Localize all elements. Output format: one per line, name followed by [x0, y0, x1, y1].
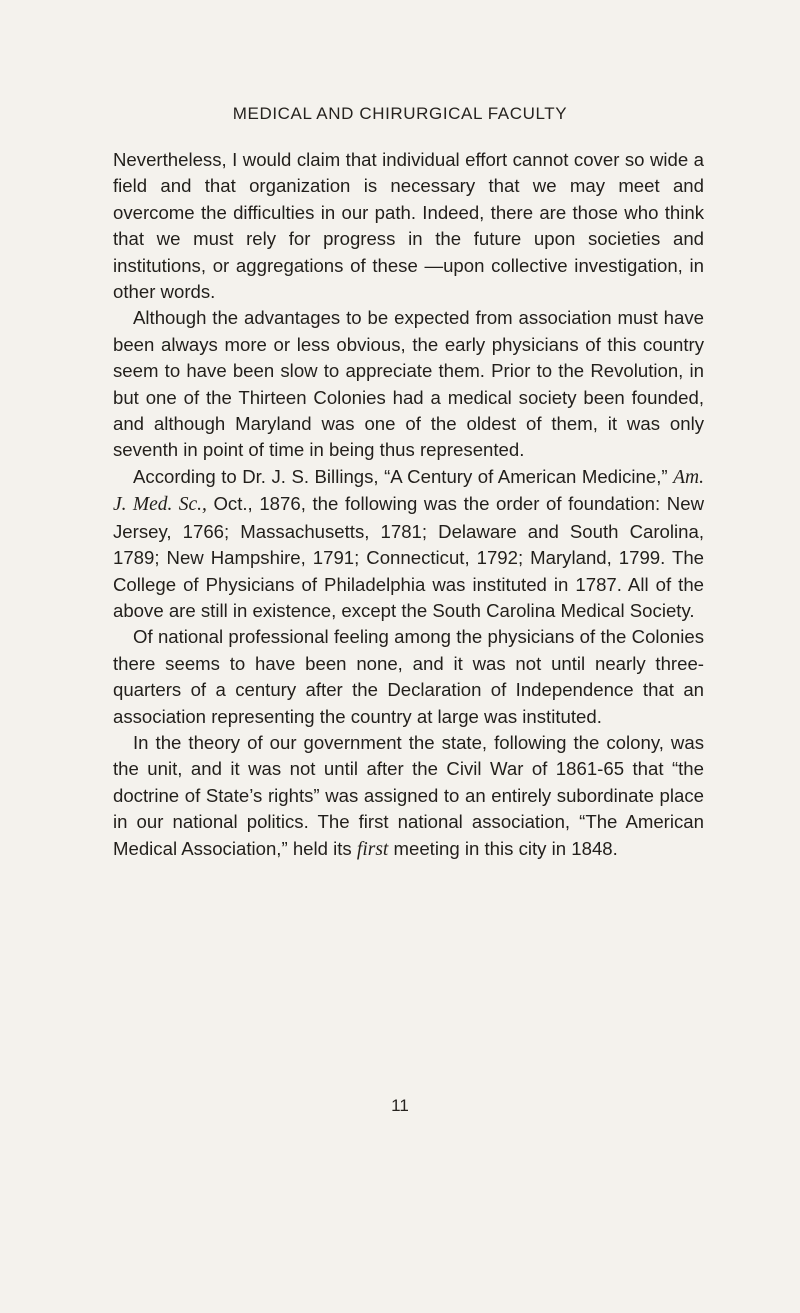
paragraph-5-text-start: In the theory of our government the state, following the colony, was the unit, and it was not until after the Civil War of 1861-65 that “the doctrine of State’s rights” was assigned to an entirely subordinate place in our national politics. The first national association, “The American Medical Association,” held its: [113, 731, 704, 859]
paragraph-3: [113, 464, 704, 624]
body-text: [113, 147, 704, 863]
paragraph-3-text-end: Oct., 1876, the following was the order of foundation: New Jersey, 1766; Massachusetts, 1781; Delaware and South Carolina, 1789; New Hampshire, 1791; Connecticut, 1792; Maryland, 1799. The College of Physicians of Philadelphia was instituted in 1787. All of the above are still in existence, except the South Carolina Medical Society.: [113, 493, 704, 621]
paragraph-5: [113, 730, 704, 863]
paragraph-1: Nevertheless, I would claim that individual effort cannot cover so wide a field and that organization is necessary that we may meet and overcome the difficulties in our path. Indeed, there are those who think that we must rely for progress in the future upon societies and institutions, or aggregations of these —upon collective investigation, in other words.: [113, 149, 704, 303]
paragraph-4: Of national professional feeling among the physicians of the Colonies there seems to have been none, and it was not until nearly three-quarters of a century after the Declaration of Independence that an association representing the country at large was instituted.: [113, 626, 704, 727]
paragraph-3-text-start: According to Dr. J. S. Billings, “A Century of American Medicine,”: [133, 465, 674, 487]
journal-citation: Am. J. Med. Sc.,: [113, 466, 704, 516]
page-number: 11: [391, 1096, 409, 1115]
running-head: MEDICAL AND CHIRURGICAL FACULTY: [232, 104, 568, 123]
paragraph-5-text-end: meeting in this city in 1848.: [388, 837, 618, 859]
paragraph-2: Although the advantages to be expected from association must have been always more or less obvious, the early physicians of this country seem to have been slow to appreciate them. Prior to the Revolution, in but one of the Thirteen Colonies had a medical society been founded, and although Maryland was one of the oldest of them, it was only seventh in point of time in being thus represented.: [113, 307, 704, 461]
emphasis-first: first: [356, 838, 389, 860]
